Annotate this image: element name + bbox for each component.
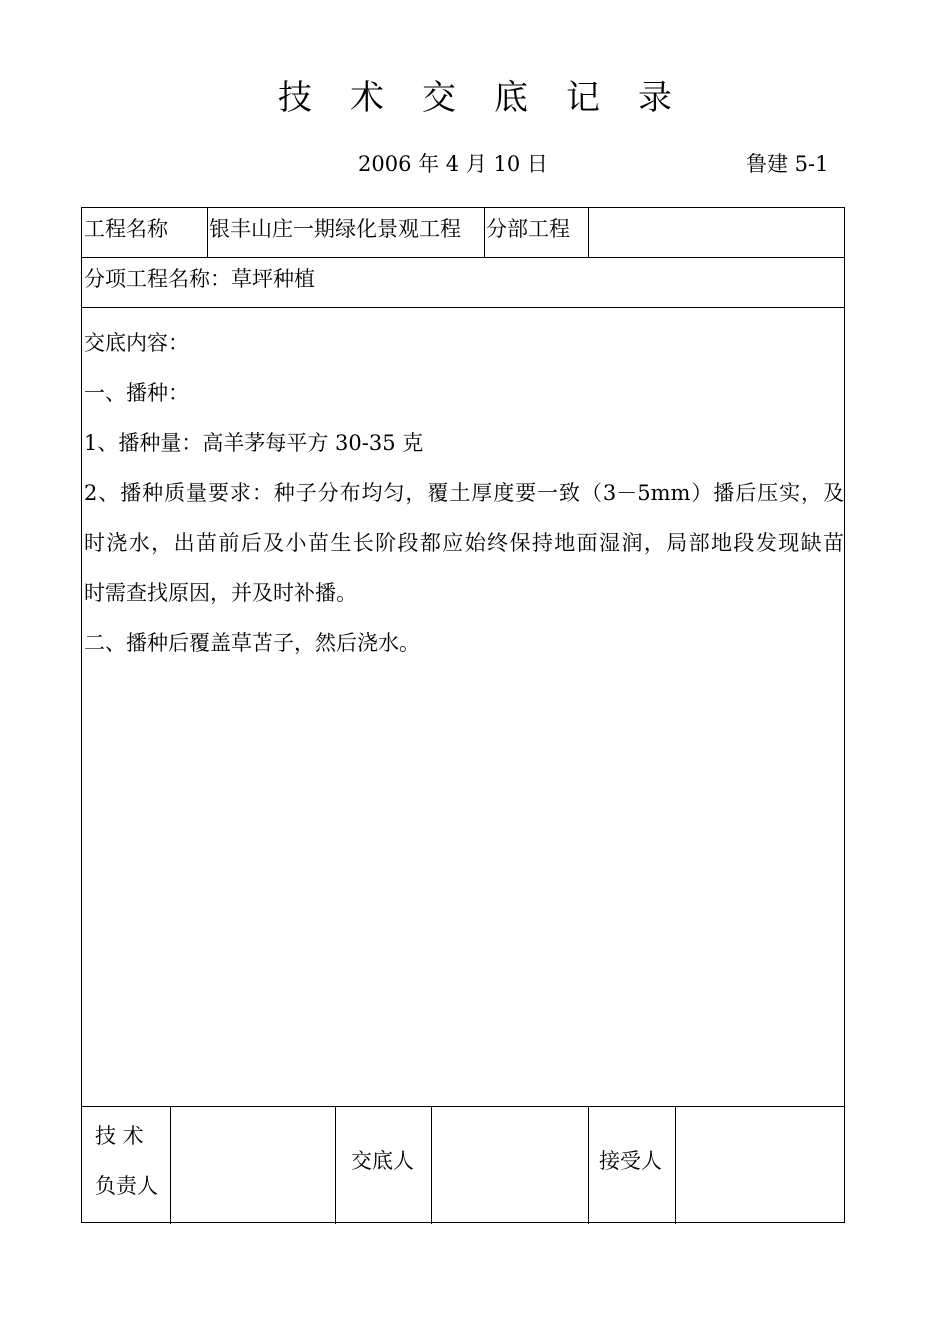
divider (588, 1106, 589, 1224)
subitem-row (84, 265, 315, 293)
divider (82, 257, 844, 258)
discloser-label: 交底人 (351, 1149, 414, 1173)
section-one-heading: 一、播种： (84, 381, 189, 405)
content-heading: 交底内容： (84, 331, 189, 355)
document-title: 技术交底记录 (278, 78, 710, 118)
section-two: 二、播种后覆盖草苫子，然后浇水。 (84, 631, 420, 655)
divider (207, 208, 208, 258)
record-table (81, 207, 845, 1223)
divider (588, 208, 589, 258)
divider (675, 1106, 676, 1224)
item-two-line-1: 2、播种质量要求：种子分布均匀，覆土厚度要一致（3－5mm）播后压实，及 (84, 481, 844, 505)
tech-lead-label-line-2: 负责人 (95, 1174, 158, 1198)
item-two-line-2: 时浇水，出苗前后及小苗生长阶段都应始终保持地面湿润，局部地段发现缺苗 (84, 531, 844, 555)
subitem-value: 草坪种植 (231, 267, 315, 291)
document-code: 鲁建 5-1 (746, 152, 829, 176)
division-label: 分部工程 (486, 217, 570, 241)
disclosure-content (84, 318, 844, 668)
document-date: 2006 年 4 月 10 日 (358, 152, 548, 176)
receiver-label: 接受人 (599, 1149, 662, 1173)
tech-lead-label-line-1: 技 术 (95, 1124, 144, 1148)
divider (82, 1106, 844, 1107)
divider (82, 307, 844, 308)
item-one: 1、播种量：高羊茅每平方 30-35 克 (84, 431, 424, 455)
project-name-label: 工程名称 (84, 217, 168, 241)
divider (335, 1106, 336, 1224)
divider (170, 1106, 171, 1224)
divider (484, 208, 485, 258)
item-two-line-3: 时需查找原因，并及时补播。 (84, 581, 357, 605)
divider (431, 1106, 432, 1224)
subitem-label: 分项工程名称： (84, 267, 231, 291)
project-name-value: 银丰山庄一期绿化景观工程 (209, 217, 461, 241)
